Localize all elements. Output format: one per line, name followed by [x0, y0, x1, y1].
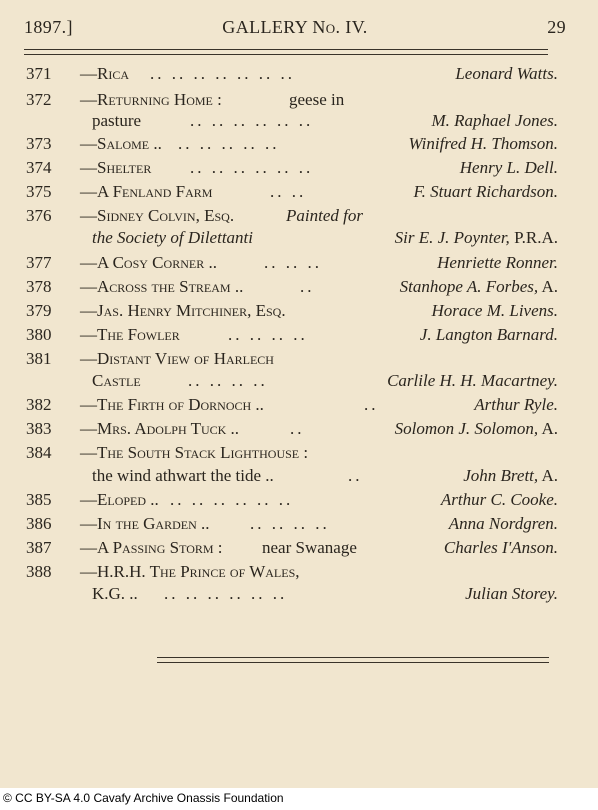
entry-number: 378	[26, 277, 52, 296]
entry-artist	[395, 419, 558, 439]
artist-suffix: A.	[538, 277, 558, 296]
entry-title: —The Fowler	[80, 325, 180, 344]
dot-leader: ..	[348, 466, 363, 485]
entry-artist: Carlile H. H. Macartney.	[387, 371, 558, 390]
dot-leader: .. .. .. .. .. ..	[164, 584, 288, 603]
entry-title: —The Firth of Dornoch ..	[80, 395, 264, 414]
entry-artist: Anna Nordgren.	[448, 514, 558, 533]
artist-name: Sir E. J. Poynter,	[394, 228, 510, 247]
entry-number: 387	[26, 538, 52, 557]
entry-number: 379	[26, 301, 52, 320]
header-rule-top	[24, 49, 548, 50]
entry-title: —Salome ..	[80, 134, 162, 153]
entry-title	[80, 206, 234, 226]
entry-number: 375	[26, 182, 52, 201]
dot-leader: .. .. .. .. .. ..	[170, 490, 294, 509]
entry-title: —Rica	[80, 64, 130, 83]
entry-title-continuation: pasture	[92, 111, 142, 130]
entry-title: —Shelter	[80, 158, 152, 177]
header-rule-bottom	[24, 54, 548, 55]
entry-title: —A Passing Storm :	[80, 538, 223, 557]
entry-title: —In the Garden ..	[80, 514, 210, 533]
entry-title-rest: near Swanage	[262, 538, 357, 557]
entry-number: 380	[26, 325, 52, 344]
dot-leader: .. .. .. ..	[250, 514, 330, 533]
entry-number: 373	[26, 134, 52, 153]
dot-leader: .. .. .. ..	[188, 371, 268, 390]
entry-title: —Distant View of Harlech	[80, 349, 274, 368]
entry-artist: Horace M. Livens.	[431, 301, 558, 320]
entry-number: 381	[26, 349, 52, 368]
header-title: GALLERY No. IV.	[222, 17, 368, 37]
closing-rule-bottom	[157, 662, 549, 663]
entry-artist: Arthur Ryle.	[474, 395, 558, 414]
entry-artist: Henry L. Dell.	[459, 158, 558, 177]
entry-artist	[463, 466, 558, 486]
entry-title-continuation: Castle	[92, 371, 141, 390]
dot-leader: ..	[364, 395, 379, 414]
entry-number: 388	[26, 562, 52, 581]
artist-suffix: P.R.A.	[509, 228, 558, 247]
artist-name: Stanhope A. Forbes,	[399, 277, 539, 296]
entry-title: —H.R.H. The Prince of Wales,	[80, 562, 300, 581]
entry-number: 386	[26, 514, 52, 533]
license-footer	[0, 788, 598, 810]
entry-title-continuation: the Society of Dilettanti	[92, 228, 253, 247]
entry-artist: F. Stuart Richardson.	[413, 182, 558, 201]
entry-title: —Mrs. Adolph Tuck ..	[80, 419, 240, 438]
entry-title-continuation: K.G. ..	[92, 584, 138, 603]
entry-artist: Winifred H. Thomson.	[408, 134, 558, 153]
entry-title: —Returning Home :	[80, 90, 222, 109]
artist-suffix: A.	[538, 466, 558, 485]
entry-number: 377	[26, 253, 52, 272]
entry-number: 371	[26, 64, 52, 83]
entry-title-rest: geese in	[289, 90, 345, 109]
entry-title: —The South Stack Lighthouse :	[80, 443, 309, 462]
entry-number: 383	[26, 419, 52, 438]
entry-number: 385	[26, 490, 52, 509]
dot-leader: .. .. .. .. .. ..	[190, 158, 314, 177]
dot-leader: ..	[300, 277, 315, 296]
artist-suffix: A.	[538, 419, 558, 438]
entry-artist: M. Raphael Jones.	[431, 111, 558, 130]
entry-number: 382	[26, 395, 52, 414]
entry-title: —Eloped ..	[80, 490, 159, 509]
entry-artist	[395, 228, 558, 248]
artist-name: John Brett,	[463, 466, 539, 485]
entry-artist: Leonard Watts.	[455, 64, 558, 83]
dot-leader: .. .. .. .. ..	[178, 134, 280, 153]
header-page-number: 29	[547, 17, 566, 37]
dot-leader: .. .. .. .. .. .. ..	[150, 64, 295, 83]
entry-title: —A Fenland Farm	[80, 182, 213, 201]
entry-number: 376	[26, 206, 52, 225]
license-credit: © CC BY-SA 4.0 Cavafy Archive Onassis Foundation	[3, 791, 284, 805]
dot-leader: ..	[290, 419, 305, 438]
dot-leader: .. ..	[270, 182, 307, 201]
entry-artist: Julian Storey.	[465, 584, 558, 603]
dot-leader: .. .. ..	[264, 253, 322, 272]
entry-artist: Charles I'Anson.	[443, 538, 558, 557]
header-year: 1897.]	[24, 17, 73, 37]
closing-rule-top	[157, 657, 549, 658]
page-header	[24, 17, 566, 43]
entry-artist: Henriette Ronner.	[437, 253, 558, 272]
entry-number: 384	[26, 443, 52, 462]
entry-title-text: —Sidney Colvin, Esq.	[80, 206, 235, 225]
entry-artist: Arthur C. Cooke.	[440, 490, 558, 509]
entry-title: —Across the Stream ..	[80, 277, 244, 296]
entry-artist: J. Langton Barnard.	[419, 325, 558, 344]
entry-title: —Jas. Henry Mitchiner, Esq.	[80, 301, 286, 320]
entry-title: —A Cosy Corner ..	[80, 253, 217, 272]
entry-title-continuation: the wind athwart the tide ..	[92, 466, 274, 485]
dot-leader: .. .. .. .. .. ..	[190, 111, 314, 130]
entry-note: Painted for	[286, 206, 363, 225]
entry-artist	[400, 277, 558, 297]
entry-number: 374	[26, 158, 52, 177]
dot-leader: .. .. .. ..	[228, 325, 308, 344]
entry-number: 372	[26, 90, 52, 109]
artist-name: Solomon J. Solomon,	[394, 419, 539, 438]
